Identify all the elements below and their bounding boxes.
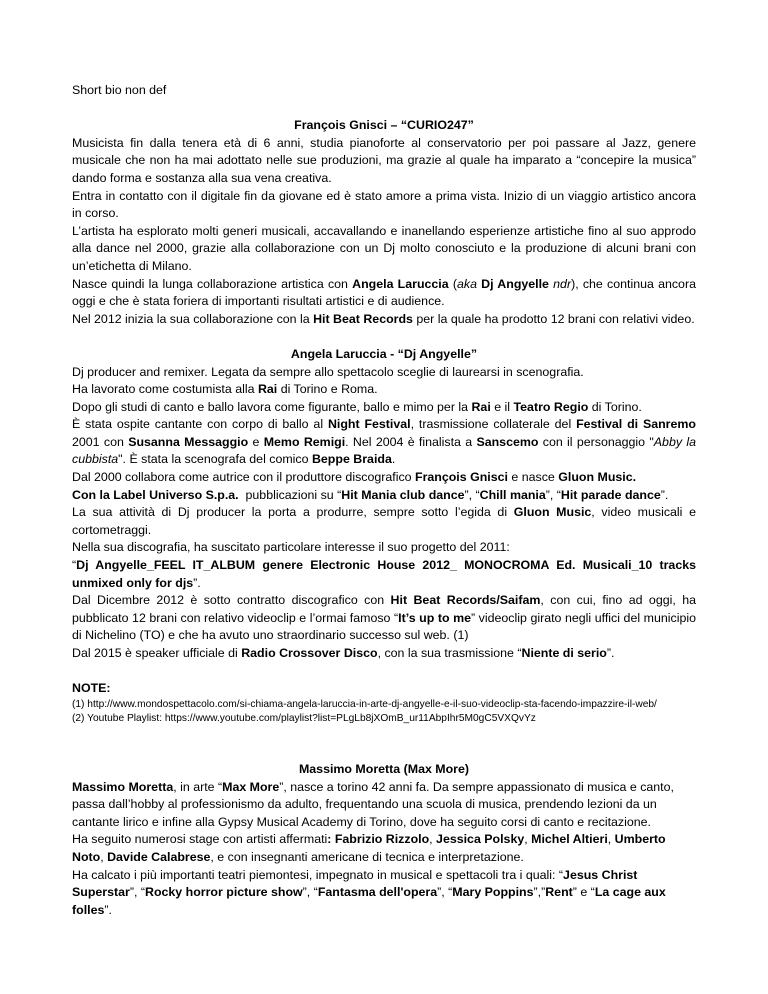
- angela-line-3: Dopo gli studi di canto e ballo lavora come figurante, ballo e mimo per la Rai e il Teatro Regio di Torino.: [72, 399, 642, 414]
- angela-line-4: È stata ospite cantante con corpo di ballo al Night Festival, trasmissione collaterale del Festival di Sanremo 2001 con Susanna Messaggio e Memo Remigi. Nel 2004 è finalista a Sanscemo con il personaggio "Abby la cubbista". È stata la scenografa del comico Beppe Braida.: [72, 417, 696, 467]
- note-2-link[interactable]: (2) Youtube Playlist: https://www.youtube.com/playlist?list=PLgLb8jXOmB_ur11AbpIhr5M0gC5VXQvYz: [72, 712, 536, 724]
- angela-line-8: Nella sua discografia, ha suscitato particolare interesse il suo progetto del 2011:: [72, 540, 510, 555]
- francois-paragraph-1: Musicista fin dalla tenera età di 6 anni, studia pianoforte al conservatorio per poi passare al Jazz, genere musicale che non ha mai adottato nelle sue produzioni, ma grazie al quale ha imparato a “concepire la musica” dando forma e sostanza alla sua vena creativa.: [72, 135, 696, 185]
- massimo-paragraph-2: Ha seguito numerosi stage con artisti affermati: Fabrizio Rizzolo, Jessica Polsky, Michel Altieri, Umberto Noto, Davide Calabrese, e con insegnanti americane di tecnica e interpretazione.: [72, 832, 666, 864]
- francois-paragraph-2: Entra in contatto con il digitale fin da giovane ed è stato amore a prima vista. Inizio di un viaggio artistico ancora in corso.: [72, 188, 696, 221]
- angela-line-2: Ha lavorato come costumista alla Rai di Torino e Roma.: [72, 382, 378, 397]
- angela-line-11: Dal 2015 è speaker ufficiale di Radio Crossover Disco, con la sua trasmissione “Niente di serio”.: [72, 646, 615, 660]
- note-1-link[interactable]: (1) http://www.mondospettacolo.com/si-chiama-angela-laruccia-in-arte-dj-angyelle-e-il-suo-videoclip-sta-facendo-impazzire-il-web/: [72, 698, 657, 710]
- francois-paragraph-3: L’artista ha esplorato molti generi musicali, accavallando e inanellando esperienze artistiche fino al suo approdo alla dance nel 2000, grazie alla collaborazione con un Dj molto conosciuto e la produzione di alcuni brani con un’etichetta di Milano.: [72, 223, 696, 273]
- angela-line-9: “Dj Angyelle_FEEL IT_ALBUM genere Electronic House 2012_ MONOCROMA Ed. Musicali_10 tracks unmixed only for djs”.: [72, 558, 696, 590]
- massimo-paragraph-3: Ha calcato i più importanti teatri piemontesi, impegnato in musical e spettacoli tra i quali: “Jesus Christ Superstar”, “Rocky horror picture show”, “Fantasma dell'opera”, “Mary Poppins”,”Rent” e “La cage aux folles”.: [72, 867, 666, 917]
- massimo-paragraph-1: Massimo Moretta, in arte “Max More”, nasce a torino 42 anni fa. Da sempre appassionato di musica e canto, passa dall’hobby al professionismo da adulto, frequentando una scuola di musica, prendendo lezioni da un cantante lirico e infine alla Gypsy Musical Academy di Torino, dove ha seguito corsi di canto e recitazione.: [72, 779, 674, 829]
- francois-paragraph-4: Nasce quindi la lunga collaborazione artistica con Angela Laruccia (aka Dj Angyelle ndr), che continua ancora oggi e che è stata foriera di importanti risultati artistici e di audience.: [72, 276, 696, 309]
- document-page: [72, 82, 696, 919]
- angela-line-5: Dal 2000 collabora come autrice con il produttore discografico François Gnisci e nasce Gluon Music.: [72, 470, 637, 485]
- angela-line-1: Dj producer and remixer. Legata da sempre allo spettacolo sceglie di laurearsi in scenografia.: [72, 364, 584, 379]
- angela-line-7: La sua attività di Dj producer la porta a produrre, sempre sotto l’egida di Gluon Music, video musicali e cortometraggi.: [72, 505, 696, 537]
- angela-line-10: Dal Dicembre 2012 è sotto contratto discografico con Hit Beat Records/Saifam, con cui, fino ad oggi, ha pubblicato 12 brani con relativo videoclip e l’ormai famoso “It’s up to me” videoclip girato negli uffici del municipio di Nichelino (TO) e che ha avuto uno straordinario successo sul web. (1): [72, 593, 696, 643]
- notes-heading: NOTE:: [72, 681, 111, 696]
- section-title-francois: François Gnisci – “CURIO247”: [294, 118, 474, 133]
- angela-line-6: Con la Label Universo S.p.a. pubblicazioni su “Hit Mania club dance”, “Chill mania”, “Hit parade dance”.: [72, 487, 669, 502]
- section-title-massimo: Massimo Moretta (Max More): [298, 761, 470, 776]
- francois-paragraph-5: Nel 2012 inizia la sua collaborazione con la Hit Beat Records per la quale ha prodotto 12 brani con relativi video.: [72, 311, 695, 326]
- section-title-angela: Angela Laruccia - “Dj Angyelle”: [290, 346, 478, 361]
- draft-note: Short bio non def: [72, 83, 167, 97]
